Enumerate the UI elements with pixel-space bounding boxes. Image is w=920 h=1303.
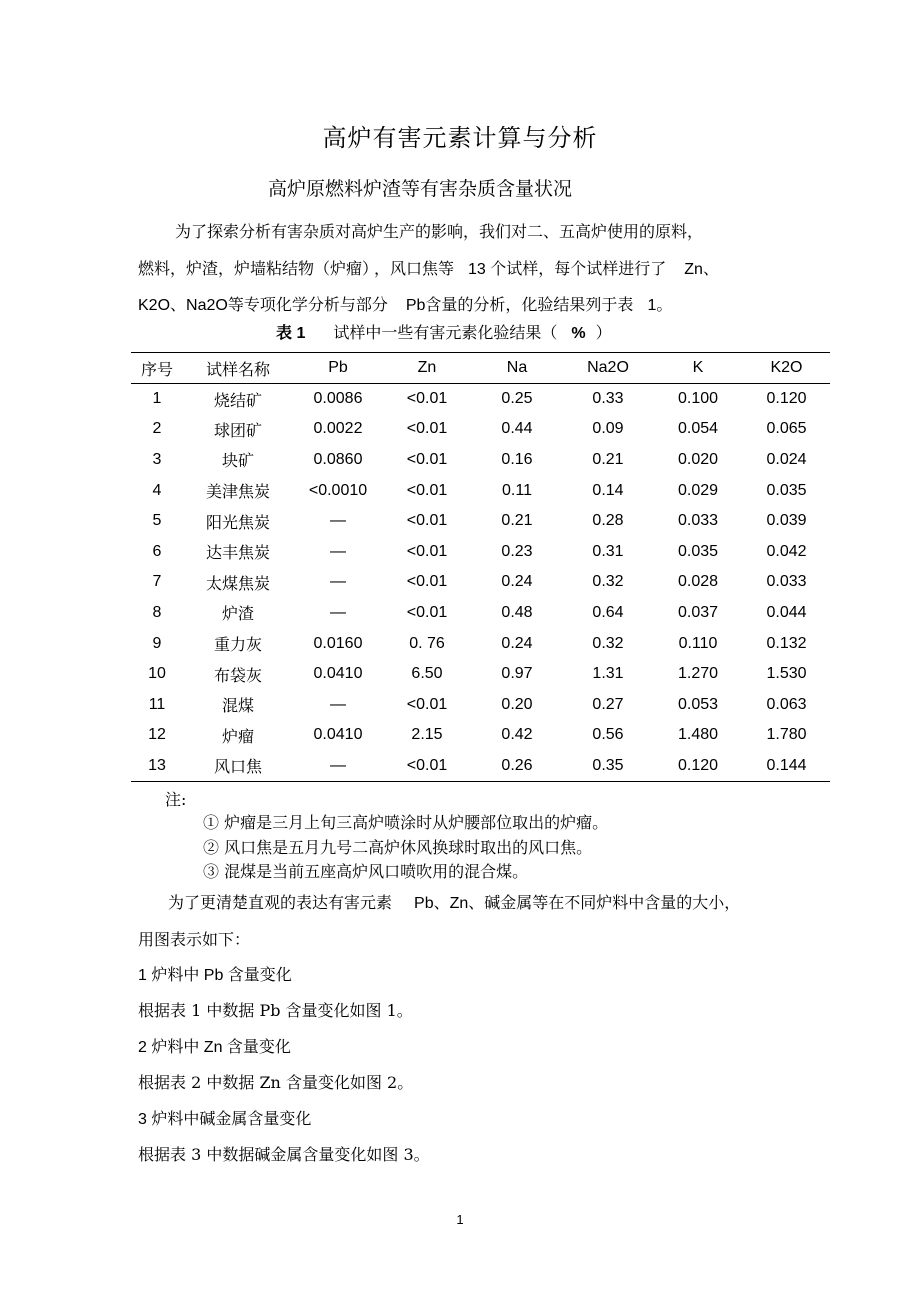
- sample-name-cell: 炉渣: [221, 604, 254, 624]
- column-header: Na: [471, 353, 563, 384]
- table-cell: 0.120: [766, 390, 807, 408]
- closing-line-1: [168, 890, 740, 913]
- intro-line-2d: Zn、: [684, 261, 719, 278]
- table-row: [131, 689, 830, 720]
- table-cell: 0.029: [677, 481, 719, 499]
- column-header: K2O: [743, 353, 830, 384]
- table-row: [131, 598, 830, 629]
- table-cell: 0.065: [766, 420, 807, 438]
- intro-line-3a: K2O、Na2O: [138, 297, 228, 314]
- column-header: Pb: [293, 353, 383, 384]
- table-cell: <0.01: [406, 481, 448, 499]
- table-cell: 0.20: [501, 695, 533, 713]
- table-cell: 0.27: [592, 695, 624, 713]
- table-row: [131, 506, 830, 537]
- table-cell: 0.033: [766, 573, 807, 591]
- table-cell: <0.01: [406, 420, 448, 438]
- table-cell: 0.44: [501, 420, 533, 438]
- table-row: [131, 536, 830, 567]
- sample-name-cell: 美津焦炭: [205, 482, 270, 502]
- table-cell: 0.054: [677, 420, 719, 438]
- table-cell: 0.044: [766, 603, 807, 621]
- intro-line-2: [138, 256, 719, 279]
- note-item: ② 风口焦是五月九号二高炉休风换球时取出的风口焦。: [203, 838, 593, 857]
- table-cell: 0.21: [501, 512, 533, 530]
- table-cell: 0.0410: [313, 665, 363, 683]
- table-row: [131, 628, 830, 659]
- table-cell: 1.780: [766, 726, 807, 744]
- table-cell: 0.09: [592, 420, 624, 438]
- table-cell: 0.11: [502, 481, 532, 499]
- table-cell: 7: [152, 573, 162, 591]
- sample-name-cell: 块矿: [221, 451, 254, 471]
- table-cell: 1.270: [677, 665, 719, 683]
- table-cell: 0.0022: [313, 420, 363, 438]
- sample-name-cell: 太煤焦炭: [205, 573, 270, 593]
- results-table: [131, 352, 830, 782]
- note-item: ③ 混煤是当前五座高炉风口喷吹用的混合煤。: [203, 862, 529, 881]
- table-caption-label: 表 1: [276, 325, 306, 342]
- table-cell: 0.037: [677, 603, 719, 621]
- closing-line-2: 用图表示如下：: [138, 930, 251, 949]
- notes-label: 注:: [165, 790, 187, 809]
- table-cell: 4: [152, 481, 162, 499]
- table-cell: 0.23: [501, 542, 533, 560]
- sample-name-cell: 达丰焦炭: [205, 543, 270, 563]
- intro-line-3c: Pb: [405, 297, 426, 314]
- table-cell: 0.0410: [313, 726, 363, 744]
- table-cell: 0.16: [501, 450, 533, 468]
- table-cell: 5: [152, 512, 162, 530]
- sample-name-cell: 球团矿: [213, 420, 262, 440]
- table-cell: 0.0160: [313, 634, 363, 652]
- table-cell: 3: [152, 450, 162, 468]
- table-cell: 2.15: [411, 726, 443, 744]
- table-row: [131, 567, 830, 598]
- table-cell: 1: [152, 390, 162, 408]
- closing-line-1a: 为了更清楚直观的表达有害元素: [168, 893, 393, 912]
- intro-line-3e: 1。: [647, 297, 673, 314]
- table-cell: 8: [152, 603, 162, 621]
- table-caption: [276, 320, 612, 343]
- intro-line-3: [138, 292, 672, 315]
- table-cell: 0.132: [766, 634, 807, 652]
- table-cell: 0.110: [678, 634, 718, 652]
- section-2-heading: 2 炉料中 Zn 含量变化: [138, 1039, 291, 1056]
- table-cell: 0.0860: [313, 450, 363, 468]
- table-cell: 0.25: [501, 390, 533, 408]
- table-cell: 0.28: [592, 512, 624, 530]
- table-cell: 11: [148, 695, 166, 713]
- sample-name-cell: 烧结矿: [213, 390, 262, 410]
- table-cell: 0.053: [677, 695, 719, 713]
- table-cell: 0.24: [501, 573, 533, 591]
- table-caption-text: 试样中一些有害元素化验结果（: [333, 323, 558, 342]
- table-caption-close: ）: [595, 323, 612, 342]
- table-cell: —: [330, 695, 346, 713]
- table-cell: 0.64: [592, 603, 624, 621]
- table-cell: 0. 76: [409, 634, 445, 652]
- table-cell: 0.039: [766, 512, 807, 530]
- table-cell: 0.024: [766, 450, 807, 468]
- table-cell: 0.035: [766, 481, 807, 499]
- table-cell: —: [330, 542, 346, 560]
- intro-line-2c: 13 个试样，每个试样进行了: [468, 261, 667, 278]
- intro-line-3b: 等专项化学分析与部分: [227, 295, 388, 314]
- table-cell: 0.26: [471, 751, 563, 782]
- page-number: 1: [456, 1212, 464, 1227]
- table-row: [131, 475, 830, 506]
- table-row: [131, 659, 830, 690]
- table-cell: 1.530: [766, 665, 807, 683]
- table-cell: 0.56: [592, 726, 624, 744]
- section-2-body: 根据表 2 中数据 Zn 含量变化如图 2。: [138, 1073, 414, 1092]
- sample-name-cell: 混煤: [221, 696, 254, 716]
- table-body: [131, 384, 830, 782]
- table-cell: <0.01: [406, 695, 448, 713]
- section-subtitle: 高炉原燃料炉渣等有害杂质含量状况: [268, 178, 573, 200]
- intro-line-3d: 含量的分析，化验结果列于表: [425, 295, 634, 314]
- table-cell: <0.01: [406, 512, 448, 530]
- table-cell: 12: [148, 726, 166, 744]
- sample-name-cell: 重力灰: [213, 635, 262, 655]
- table-cell: —: [330, 512, 346, 530]
- table-cell: 1.480: [677, 726, 719, 744]
- table-cell: 13: [131, 751, 183, 782]
- table-cell: 0.120: [653, 751, 743, 782]
- table-row: [131, 384, 830, 415]
- table-caption-unit: %: [571, 325, 586, 342]
- table-cell: 0.035: [677, 542, 719, 560]
- column-header: 试样名称: [183, 353, 293, 384]
- table-cell: 0.24: [501, 634, 533, 652]
- table-cell: 6.50: [411, 665, 443, 683]
- column-header: 序号: [131, 353, 183, 384]
- table-cell: 6: [152, 542, 162, 560]
- table-cell: <0.01: [406, 542, 448, 560]
- table-cell: <0.01: [406, 603, 448, 621]
- closing-line-1b: Pb、Zn、碱金属等在不同炉料中含量的大小，: [414, 895, 741, 912]
- document-title: 高炉有害元素计算与分析: [322, 124, 598, 152]
- table-cell: 0.028: [677, 573, 719, 591]
- sample-name-cell: 炉瘤: [221, 726, 254, 746]
- table-cell: 0.033: [677, 512, 719, 530]
- table-cell: 0.0086: [313, 390, 363, 408]
- table-cell: <0.01: [406, 450, 448, 468]
- intro-line-2b: ，风口焦等: [374, 259, 455, 278]
- sample-name-cell: 风口焦: [183, 751, 293, 782]
- column-header: Na2O: [563, 353, 653, 384]
- section-1-body: 根据表 1 中数据 Pb 含量变化如图 1。: [138, 1001, 413, 1020]
- table-cell: <0.01: [406, 573, 448, 591]
- table-cell: 0.21: [592, 450, 624, 468]
- table-cell: 0.042: [766, 542, 807, 560]
- column-header: Zn: [383, 353, 471, 384]
- table-cell: <0.01: [406, 390, 448, 408]
- table-cell: 0.063: [766, 695, 807, 713]
- table-cell: 10: [148, 665, 166, 683]
- intro-line-2a: 燃料，炉渣，炉墙粘结物（炉瘤）: [138, 259, 371, 278]
- table-cell: 0.42: [501, 726, 533, 744]
- table-cell: —: [330, 573, 346, 591]
- sample-name-cell: 布袋灰: [213, 665, 262, 685]
- table-cell: 0.32: [592, 634, 624, 652]
- table-cell: 2: [152, 420, 162, 438]
- table-cell: 0.31: [592, 542, 624, 560]
- table-cell: <0.01: [383, 751, 471, 782]
- section-3-body: 根据表 3 中数据碱金属含量变化如图 3。: [138, 1145, 430, 1164]
- table-cell: 0.32: [592, 573, 624, 591]
- table-cell: 0.144: [743, 751, 830, 782]
- table-cell: 0.35: [563, 751, 653, 782]
- table-header-row: [131, 353, 830, 384]
- table-row: [131, 720, 830, 751]
- table-cell: 0.14: [592, 481, 624, 499]
- table-cell: 0.020: [677, 450, 719, 468]
- table-row: [131, 414, 830, 445]
- table-cell: 1.31: [592, 665, 624, 683]
- section-3-heading: 3 炉料中碱金属含量变化: [138, 1111, 312, 1128]
- table-cell: 0.100: [677, 390, 719, 408]
- column-header: K: [653, 353, 743, 384]
- intro-line-1: 为了探索分析有害杂质对高炉生产的影响，我们对二、五高炉使用的原料，: [175, 222, 704, 241]
- table-cell: 9: [152, 634, 162, 652]
- table-cell: <0.0010: [308, 481, 368, 499]
- sample-name-cell: 阳光焦炭: [205, 512, 270, 532]
- note-item: ① 炉瘤是三月上旬三高炉喷涂时从炉腰部位取出的炉瘤。: [203, 813, 609, 832]
- table-row: [131, 445, 830, 476]
- section-1-heading: 1 炉料中 Pb 含量变化: [138, 967, 292, 984]
- table-cell: 0.48: [501, 603, 533, 621]
- table-cell: 0.33: [592, 390, 624, 408]
- table-row: [131, 751, 830, 782]
- table-cell: —: [330, 603, 346, 621]
- table-cell: 0.97: [501, 665, 533, 683]
- table-cell: —: [293, 751, 383, 782]
